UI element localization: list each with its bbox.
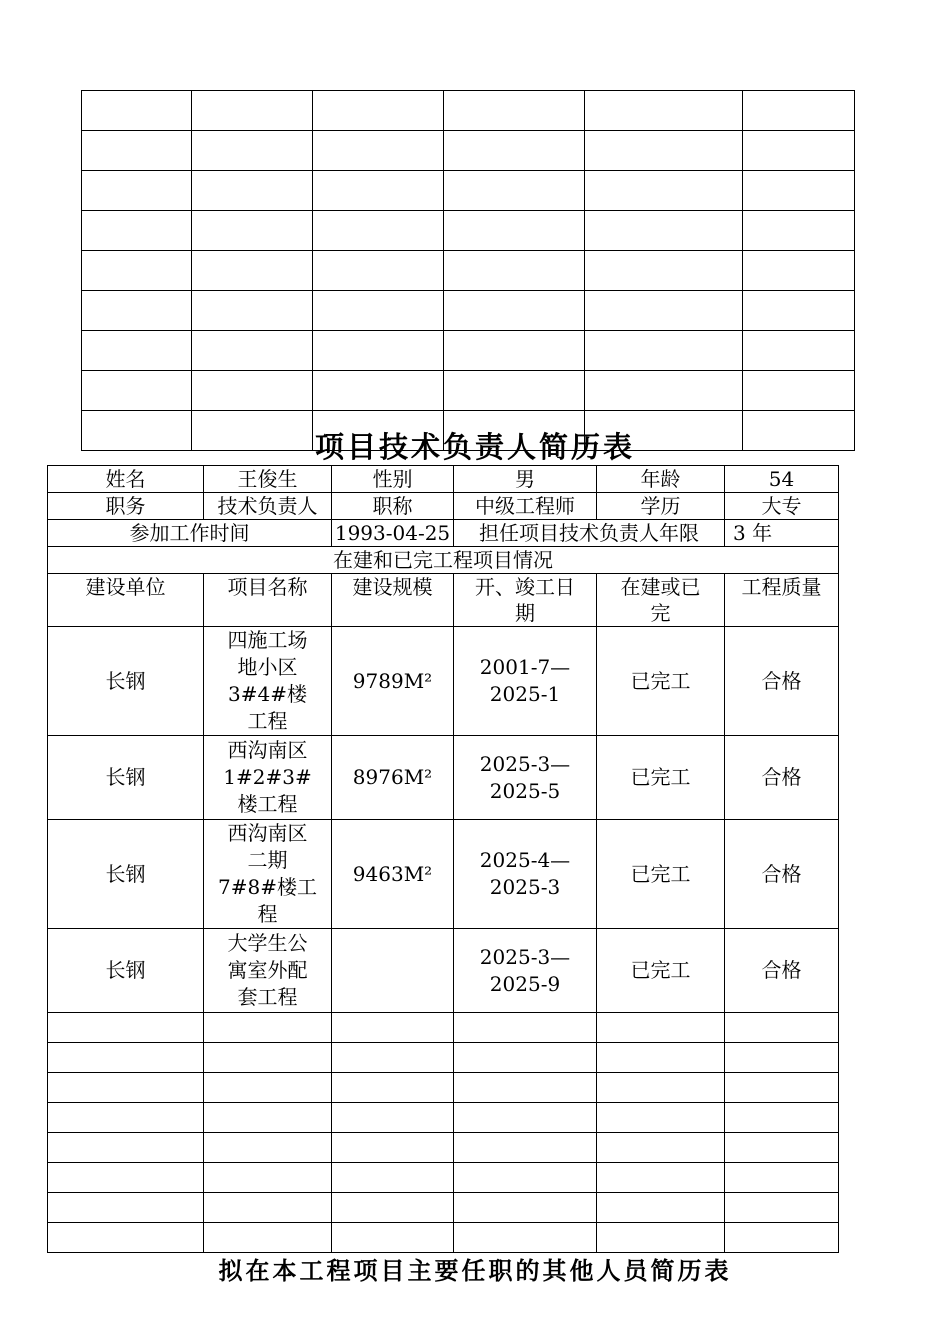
position-label: 职务 xyxy=(48,493,204,520)
table-row xyxy=(48,1223,839,1253)
title-label: 职称 xyxy=(332,493,454,520)
gender-label: 性别 xyxy=(332,466,454,493)
project-status: 已完工 xyxy=(597,820,725,929)
project-dates: 2025-4—2025-3 xyxy=(454,820,597,929)
header-dates: 开、竣工日期 xyxy=(454,574,597,627)
basic-info-row-3 xyxy=(48,520,839,547)
header-scale: 建设规模 xyxy=(332,574,454,627)
project-dates: 2001-7—2025-1 xyxy=(454,627,597,736)
project-name: 四施工场地小区3#4#楼工程 xyxy=(204,627,332,736)
project-unit: 长钢 xyxy=(48,627,204,736)
project-row xyxy=(48,929,839,1013)
project-scale xyxy=(332,929,454,1013)
project-status: 已完工 xyxy=(597,929,725,1013)
tenure-value: 3 年 xyxy=(725,520,839,547)
table-row xyxy=(82,291,855,331)
table-row xyxy=(48,1013,839,1043)
section-title-row xyxy=(48,547,839,574)
name-value: 王俊生 xyxy=(204,466,332,493)
table-row xyxy=(82,131,855,171)
project-scale: 8976M² xyxy=(332,736,454,820)
education-value: 大专 xyxy=(725,493,839,520)
projects-section-title: 在建和已完工程项目情况 xyxy=(48,547,839,574)
resume-title: 项目技术负责人简历表 xyxy=(314,430,635,464)
table-row xyxy=(82,251,855,291)
project-row xyxy=(48,820,839,929)
project-status: 已完工 xyxy=(597,736,725,820)
table-row xyxy=(82,371,855,411)
header-unit: 建设单位 xyxy=(48,574,204,627)
project-quality: 合格 xyxy=(725,627,839,736)
age-value: 54 xyxy=(725,466,839,493)
age-label: 年龄 xyxy=(597,466,725,493)
project-name: 西沟南区1#2#3#楼工程 xyxy=(204,736,332,820)
table-row xyxy=(82,331,855,371)
table-row xyxy=(48,1133,839,1163)
project-quality: 合格 xyxy=(725,929,839,1013)
table-row xyxy=(48,1073,839,1103)
title-value: 中级工程师 xyxy=(454,493,597,520)
table-row xyxy=(48,1163,839,1193)
table-row xyxy=(48,1043,839,1073)
table-row xyxy=(48,1103,839,1133)
project-dates: 2025-3—2025-9 xyxy=(454,929,597,1013)
project-header-row xyxy=(48,574,839,627)
project-name: 西沟南区二期 7#8#楼工程 xyxy=(204,820,332,929)
table-row xyxy=(82,171,855,211)
project-unit: 长钢 xyxy=(48,820,204,929)
work-start-label: 参加工作时间 xyxy=(48,520,332,547)
table-row xyxy=(82,211,855,251)
project-scale: 9463M² xyxy=(332,820,454,929)
project-quality: 合格 xyxy=(725,820,839,929)
project-quality: 合格 xyxy=(725,736,839,820)
basic-info-row-2 xyxy=(48,493,839,520)
education-label: 学历 xyxy=(597,493,725,520)
gender-value: 男 xyxy=(454,466,597,493)
project-unit: 长钢 xyxy=(48,736,204,820)
project-dates: 2025-3—2025-5 xyxy=(454,736,597,820)
basic-info-row-1 xyxy=(48,466,839,493)
project-status: 已完工 xyxy=(597,627,725,736)
work-start-value: 1993-04-25 xyxy=(332,520,454,547)
next-section-title: 拟在本工程项目主要任职的其他人员简历表 xyxy=(218,1256,732,1285)
position-value: 技术负责人 xyxy=(204,493,332,520)
project-name: 大学生公寓室外配套工程 xyxy=(204,929,332,1013)
project-scale: 9789M² xyxy=(332,627,454,736)
project-row xyxy=(48,627,839,736)
header-quality: 工程质量 xyxy=(725,574,839,627)
project-row xyxy=(48,736,839,820)
table-row xyxy=(82,91,855,131)
resume-table xyxy=(47,465,839,1253)
previous-table xyxy=(81,90,855,451)
name-label: 姓名 xyxy=(48,466,204,493)
header-project-name: 项目名称 xyxy=(204,574,332,627)
project-unit: 长钢 xyxy=(48,929,204,1013)
header-status: 在建或已完 xyxy=(597,574,725,627)
tenure-label: 担任项目技术负责人年限 xyxy=(454,520,725,547)
table-row xyxy=(48,1193,839,1223)
